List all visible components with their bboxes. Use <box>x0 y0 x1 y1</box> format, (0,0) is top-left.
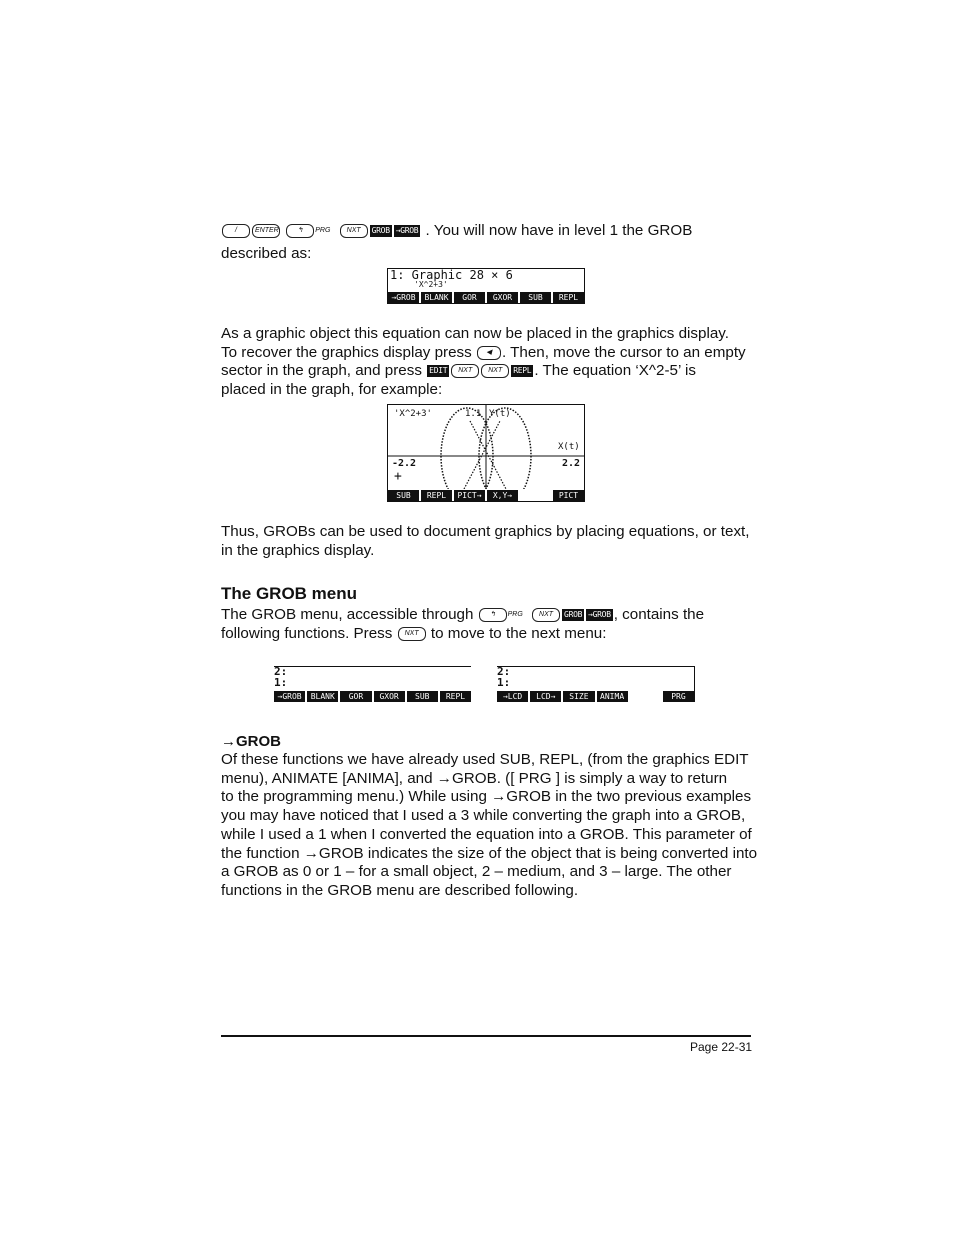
para3-line1a: The GROB menu, accessible through <box>221 606 474 623</box>
screen4-level2: 2: <box>497 665 511 678</box>
paragraph-1 <box>221 325 751 400</box>
menu-item: BLANK <box>421 292 452 303</box>
para3-line2a: following functions. Press <box>221 624 393 642</box>
diagonal-line <box>464 421 500 489</box>
edit-softkey: EDIT <box>429 366 448 376</box>
para1-line3b: . The equation ‘X^2-5’ is <box>534 362 696 380</box>
paragraph-2 <box>221 523 751 560</box>
calculator-screen-1 <box>387 268 585 304</box>
menu-item: ANIMA <box>597 691 628 702</box>
diagonal-line <box>470 421 506 489</box>
para3-line1 <box>221 606 751 625</box>
nxt-key: NXT <box>481 364 509 378</box>
menu-item-empty <box>630 691 661 702</box>
menu-item: SUB <box>407 691 438 702</box>
menu-item: LCD→ <box>530 691 561 702</box>
para2-line1: Thus, GROBs can be used to document graphics by placing equations, or text, <box>221 523 750 540</box>
heading-text: The GROB menu <box>221 584 358 603</box>
repl-softkey: REPL <box>513 366 532 376</box>
graph-xlabel: X(t) <box>558 442 580 452</box>
described-as: described as: <box>221 245 312 262</box>
para3-line2b: to move to the next menu: <box>430 624 607 642</box>
menu-item: X,Y→ <box>487 490 518 501</box>
page-number: Page 22-31 <box>690 1040 753 1054</box>
nxt-key: NXT <box>451 364 479 378</box>
menu-item: REPL <box>440 691 471 702</box>
para4-line: Of these functions we have already used SUB, REPL, (from the graphics EDIT <box>221 751 749 768</box>
menu-item: PICT <box>553 490 584 501</box>
menu-item: REPL <box>553 292 584 303</box>
screen4-menu <box>497 691 694 702</box>
enter-key: ENTER <box>252 224 280 238</box>
screen1-menu <box>388 292 584 303</box>
para4-line: the function →GROB indicates the size of the object that is being converted into <box>221 844 758 862</box>
para3-line2 <box>221 625 751 644</box>
para4-line: functions in the GROB menu are described following. <box>221 881 579 899</box>
para1-line4: placed in the graph, for example: <box>221 381 443 399</box>
screen3-level1: 1: <box>274 676 288 689</box>
menu-item: SIZE <box>563 691 594 702</box>
paragraph-3 <box>221 606 751 643</box>
menu-item: PRG <box>663 691 694 702</box>
prg-label: PRG <box>507 611 523 618</box>
to-grob-softkey: →GROB <box>395 225 419 235</box>
menu-item: REPL <box>421 490 452 501</box>
nxt-key: NXT <box>532 608 560 622</box>
calculator-screen-4 <box>497 666 695 702</box>
screen4-level1: 1: <box>497 676 511 689</box>
menu-item: SUB <box>388 490 419 501</box>
para1-line2 <box>221 344 751 363</box>
graph-ymax: 1.1 <box>465 409 482 419</box>
paragraph-4 <box>221 751 756 901</box>
footer-rule <box>221 1035 751 1037</box>
graph-equation: 'X^2+3' <box>394 409 432 419</box>
screen1-line2: 'X^2+3' <box>414 280 448 289</box>
graph-cursor: + <box>394 469 402 484</box>
menu-item: BLANK <box>307 691 338 702</box>
para1-line3a: sector in the graph, and press <box>221 362 422 380</box>
left-shift-key: ↰ <box>479 608 507 622</box>
menu-item: SUB <box>520 292 551 303</box>
para1-line3 <box>221 362 751 381</box>
para4-line: you may have noticed that I used a 3 while converting the graph into a GROB, <box>221 807 746 825</box>
screen3-level2: 2: <box>274 665 288 678</box>
menu-item: GOR <box>454 292 485 303</box>
para4-line: to the programming menu.) While using →GROB in the two previous examples <box>221 788 752 806</box>
grob-softkey: GROB <box>564 609 583 619</box>
graph-ylabel: Y(t) <box>489 409 511 419</box>
menu-item: →LCD <box>497 691 528 702</box>
calculator-screen-3 <box>274 666 471 702</box>
para1-line2a: To recover the graphics display press <box>221 343 472 361</box>
menu-item: GXOR <box>487 292 518 303</box>
ellipse-curve-right <box>479 408 531 489</box>
para2-line2: in the graphics display. <box>221 541 375 559</box>
nxt-key: NXT <box>398 627 426 641</box>
menu-item: →GROB <box>274 691 305 702</box>
graph-xmin: -2.2 <box>392 458 417 469</box>
top-line <box>221 222 761 241</box>
para1-line2b: . Then, move the cursor to an empty <box>501 343 746 361</box>
graph-xmax: 2.2 <box>562 458 581 469</box>
subheading: →GROB <box>221 733 281 750</box>
para1-line1: As a graphic object this equation can now be placed in the graphics display. <box>221 325 729 342</box>
screen2-menu <box>388 490 584 501</box>
para4-line: a GROB as 0 or 1 – for a small object, 2 – medium, and 3 – large. The other <box>221 863 732 881</box>
left-shift-key: ↰ <box>286 224 314 238</box>
nxt-key: NXT <box>340 224 368 238</box>
calculator-screen-2 <box>387 404 585 502</box>
para3-line1b: , contains the <box>613 606 705 623</box>
menu-item: →GROB <box>388 292 419 303</box>
section-heading <box>221 584 357 604</box>
para4-line: menu), ANIMATE [ANIMA], and →GROB. ([ PRG ] is simply a way to return <box>221 769 728 787</box>
slash-key: / <box>222 224 250 238</box>
top-line-text: . You will now have in level 1 the GROB <box>425 222 693 239</box>
grob-softkey: GROB <box>371 225 390 235</box>
screen1-line1: 1: Graphic 28 × 6 <box>390 268 513 282</box>
left-arrow-key: ◀ <box>477 346 501 360</box>
menu-item: GXOR <box>374 691 405 702</box>
prg-label: PRG <box>315 227 331 234</box>
menu-item: GOR <box>340 691 371 702</box>
to-grob-softkey: →GROB <box>588 609 611 619</box>
menu-item-empty <box>520 490 551 501</box>
screen3-menu <box>274 691 471 702</box>
para4-line: while I used a 1 when I converted the equation into a GROB. This parameter of <box>221 825 752 843</box>
menu-item: PICT→ <box>454 490 485 501</box>
